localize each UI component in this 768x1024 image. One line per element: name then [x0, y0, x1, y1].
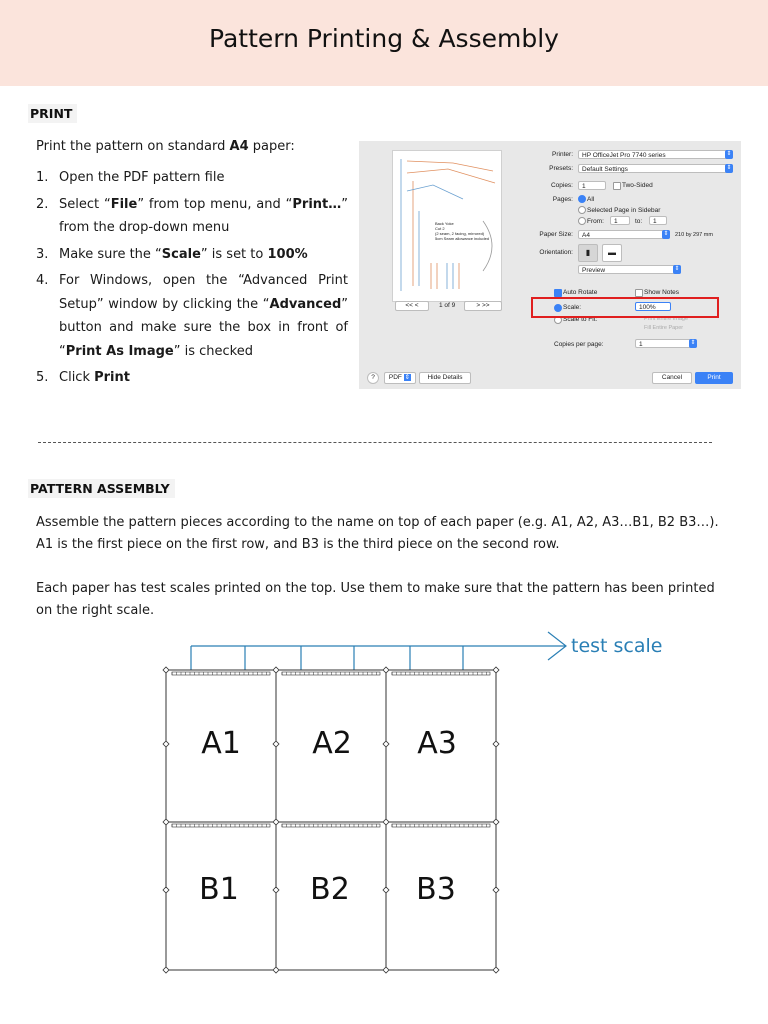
step-number: 4.	[36, 273, 49, 288]
print-steps-list	[36, 166, 348, 393]
alignment-marker	[383, 741, 389, 747]
pages-from-label: From:	[587, 218, 604, 225]
page-prev-button[interactable]: << <	[395, 301, 429, 311]
step-number: 2.	[36, 196, 49, 212]
portrait-icon[interactable]: ▮	[578, 244, 598, 262]
assembly-paragraph-1: Assemble the pattern pieces according to the name on top of each paper (e.g. A1, A2, A3…B1, B2 B3…). A1 is the first piece on the first row, and B3 is the third piece on the second row.	[36, 515, 719, 552]
alignment-marker	[163, 667, 169, 673]
step-number: 3.	[36, 246, 49, 262]
assembly-section-label: PATTERN ASSEMBLY	[28, 479, 175, 498]
copies-input[interactable]: 1	[578, 181, 606, 190]
test-scale-label: test scale	[571, 635, 663, 657]
page-counter: 1 of 9	[439, 302, 456, 309]
piece-label-a3: A3	[417, 726, 457, 761]
piece-label-a1: A1	[201, 726, 241, 761]
auto-rotate-checkbox[interactable]	[554, 289, 562, 297]
print-intro: Print the pattern on standard A4 paper:	[36, 139, 295, 154]
print-step: 4. For Windows, open the “Advanced Print Setup” window by clicking the “Advanced” button and make sure the box in front of “Print As Image” is checked	[36, 269, 348, 363]
alignment-marker	[273, 667, 279, 673]
print-step: 3. Make sure the “Scale” is set to 100%	[36, 243, 348, 267]
test-scale-strip	[392, 672, 490, 675]
alignment-marker	[493, 667, 499, 673]
show-notes-label: Show Notes	[644, 289, 680, 296]
test-scale-strip	[172, 672, 270, 675]
copies-per-page-label: Copies per page:	[554, 341, 604, 348]
alignment-marker	[273, 967, 279, 973]
thumb-caption: Back Yoke Cut 2 (2 seam, 2 facing, mirrored) 5cm Seam allowance included	[435, 221, 490, 241]
hide-details-button[interactable]: Hide Details	[419, 372, 471, 384]
page-title: Pattern Printing & Assembly	[209, 24, 559, 53]
landscape-icon[interactable]: ▬	[602, 244, 622, 262]
alignment-marker	[273, 887, 279, 893]
printer-label: Printer:	[552, 151, 573, 158]
preview-section-select[interactable]: Preview ⇕	[578, 265, 681, 274]
alignment-marker	[273, 741, 279, 747]
pattern-piece-labels	[199, 726, 457, 907]
alignment-marker	[273, 819, 279, 825]
print-button[interactable]: Print	[695, 372, 733, 384]
print-step: 5. Click Print	[36, 366, 348, 390]
test-scale-strip	[172, 824, 270, 827]
paper-size-label: Paper Size:	[539, 231, 573, 238]
alignment-marker	[383, 819, 389, 825]
paper-dims: 210 by 297 mm	[675, 232, 713, 238]
alignment-marker	[493, 887, 499, 893]
pages-selected-label: Selected Page in Sidebar	[587, 207, 661, 214]
test-scale-strip	[282, 672, 380, 675]
help-button[interactable]: ?	[367, 372, 379, 384]
pattern-grid	[163, 667, 499, 973]
two-sided-label: Two-Sided	[622, 182, 653, 189]
pages-all-radio[interactable]	[578, 195, 586, 203]
fill-entire-paper-option[interactable]: Fill Entire Paper	[644, 325, 684, 331]
print-step: 1. Open the PDF pattern file	[36, 166, 348, 190]
scale-input[interactable]: 100%	[635, 302, 671, 311]
from-input[interactable]: 1	[610, 216, 630, 225]
piece-label-b2: B2	[310, 872, 350, 907]
alignment-marker	[383, 887, 389, 893]
alignment-marker	[163, 887, 169, 893]
copies-per-page-select[interactable]: 1 ⇕	[635, 339, 697, 348]
assembly-paragraph-2: Each paper has test scales printed on the top. Use them to make sure that the pattern has been printed on the right scale.	[36, 581, 715, 618]
print-step: 2. Select “File” from top menu, and “Print…” from the drop-down menu	[36, 193, 348, 240]
alignment-marker	[493, 819, 499, 825]
piece-label-b1: B1	[199, 872, 239, 907]
pages-all-label: All	[587, 196, 595, 203]
print-section-label: PRINT	[28, 104, 77, 123]
scale-to-fit-label: Scale to Fit:	[563, 316, 598, 323]
two-sided-checkbox[interactable]	[613, 182, 621, 190]
print-dialog-screenshot	[359, 141, 741, 389]
alignment-marker	[383, 667, 389, 673]
to-input[interactable]: 1	[649, 216, 667, 225]
alignment-marker	[163, 741, 169, 747]
pages-from-radio[interactable]	[578, 217, 586, 225]
pages-to-label: to:	[635, 218, 643, 225]
test-scale-strip	[392, 824, 490, 827]
paper-size-select[interactable]: A4 ⇕	[578, 230, 670, 239]
alignment-marker	[493, 967, 499, 973]
header-banner	[0, 0, 768, 86]
auto-rotate-label: Auto Rotate	[563, 289, 598, 296]
print-entire-image-option[interactable]: Print Entire Image	[644, 316, 689, 322]
pdf-dropdown-icon: ⇕	[404, 374, 411, 381]
pages-selected-radio[interactable]	[578, 206, 586, 214]
page-next-button[interactable]: > >>	[464, 301, 502, 311]
cancel-button[interactable]: Cancel	[652, 372, 692, 384]
test-scale-pointers	[191, 632, 566, 670]
test-scale-strip	[282, 824, 380, 827]
alignment-marker	[493, 741, 499, 747]
assembly-diagram	[0, 620, 768, 1020]
show-notes-checkbox[interactable]	[635, 289, 643, 297]
pages-label: Pages:	[552, 196, 573, 203]
scale-highlight-box	[531, 297, 719, 318]
scale-label: Scale:	[563, 304, 582, 311]
piece-label-b3: B3	[416, 872, 456, 907]
printer-select[interactable]: HP OfficeJet Pro 7740 series ⇕	[578, 150, 733, 159]
presets-select[interactable]: Default Settings ⇕	[578, 164, 733, 173]
alignment-marker	[163, 967, 169, 973]
section-divider	[38, 442, 712, 443]
presets-label: Presets:	[549, 165, 573, 172]
step-number: 5.	[36, 370, 49, 385]
alignment-marker	[383, 967, 389, 973]
alignment-marker	[163, 819, 169, 825]
copies-label: Copies:	[550, 182, 573, 189]
step-number: 1.	[36, 170, 49, 185]
piece-label-a2: A2	[312, 726, 352, 761]
pdf-menu-button[interactable]: PDF ⇕	[384, 372, 416, 384]
orientation-label: Orientation:	[539, 249, 573, 256]
pattern-preview-thumbnail	[392, 150, 502, 302]
